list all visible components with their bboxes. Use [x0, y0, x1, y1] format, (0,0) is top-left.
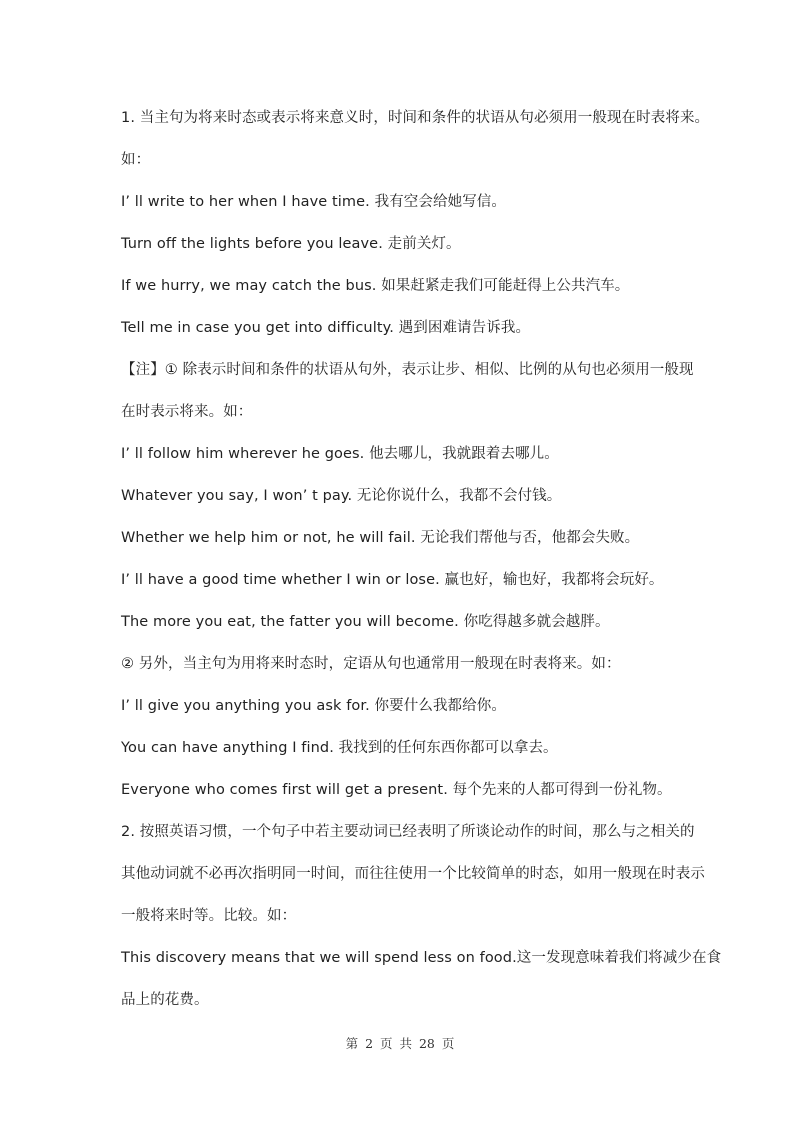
text-line-example: Turn off the lights before you leave. 走前关灯。	[121, 236, 461, 252]
text-line-example: This discovery means that we will spend less on food.这一发现意味着我们将减少在食	[121, 950, 722, 966]
text-line-example: Everyone who comes first will get a present. 每个先来的人都可得到一份礼物。	[121, 782, 672, 798]
text-line-example: You can have anything I find. 我找到的任何东西你都可以拿去。	[121, 740, 558, 756]
text-line-note: 【注】① 除表示时间和条件的状语从句外，表示让步、相似、比例的从句也必须用一般现	[121, 362, 694, 378]
text-line-rule-1: 1. 当主句为将来时态或表示将来意义时，时间和条件的状语从句必须用一般现在时表将来。	[121, 110, 710, 126]
document-body	[121, 103, 722, 1027]
text-line-example-continued: 品上的花费。	[121, 992, 209, 1008]
text-line-example: If we hurry, we may catch the bus. 如果赶紧走我们可能赶得上公共汽车。	[121, 278, 630, 294]
text-line-example: The more you eat, the fatter you will become. 你吃得越多就会越胖。	[121, 614, 610, 630]
page-number-footer: 第 2 页 共 28 页	[345, 1036, 455, 1051]
text-line-example: I’ ll follow him wherever he goes. 他去哪儿，我就跟着去哪儿。	[121, 446, 559, 462]
text-line-rule-2: 2. 按照英语习惯，一个句子中若主要动词已经表明了所谈论动作的时间，那么与之相关的	[121, 824, 695, 840]
text-line-example: Tell me in case you get into difficulty. 遇到困难请告诉我。	[121, 320, 531, 336]
text-line-rule-2-continued: 一般将来时等。比较。如：	[121, 908, 297, 924]
text-line-example: I’ ll write to her when I have time. 我有空会给她写信。	[121, 194, 506, 210]
text-line-note-continued: 在时表示将来。如：	[121, 404, 253, 420]
text-line-note-2: ② 另外，当主句为用将来时态时，定语从句也通常用一般现在时表将来。如：	[121, 656, 621, 672]
text-line-example: I’ ll give you anything you ask for. 你要什么我都给你。	[121, 698, 506, 714]
text-line-example-intro: 如：	[121, 152, 151, 168]
text-line-example: Whatever you say, I won’ t pay. 无论你说什么，我都不会付钱。	[121, 488, 562, 504]
text-line-example: I’ ll have a good time whether I win or lose. 赢也好，输也好，我都将会玩好。	[121, 572, 664, 588]
text-line-example: Whether we help him or not, he will fail. 无论我们帮他与否，他都会失败。	[121, 530, 640, 546]
text-line-rule-2-continued: 其他动词就不必再次指明同一时间，而往往使用一个比较简单的时态，如用一般现在时表示	[121, 866, 705, 882]
